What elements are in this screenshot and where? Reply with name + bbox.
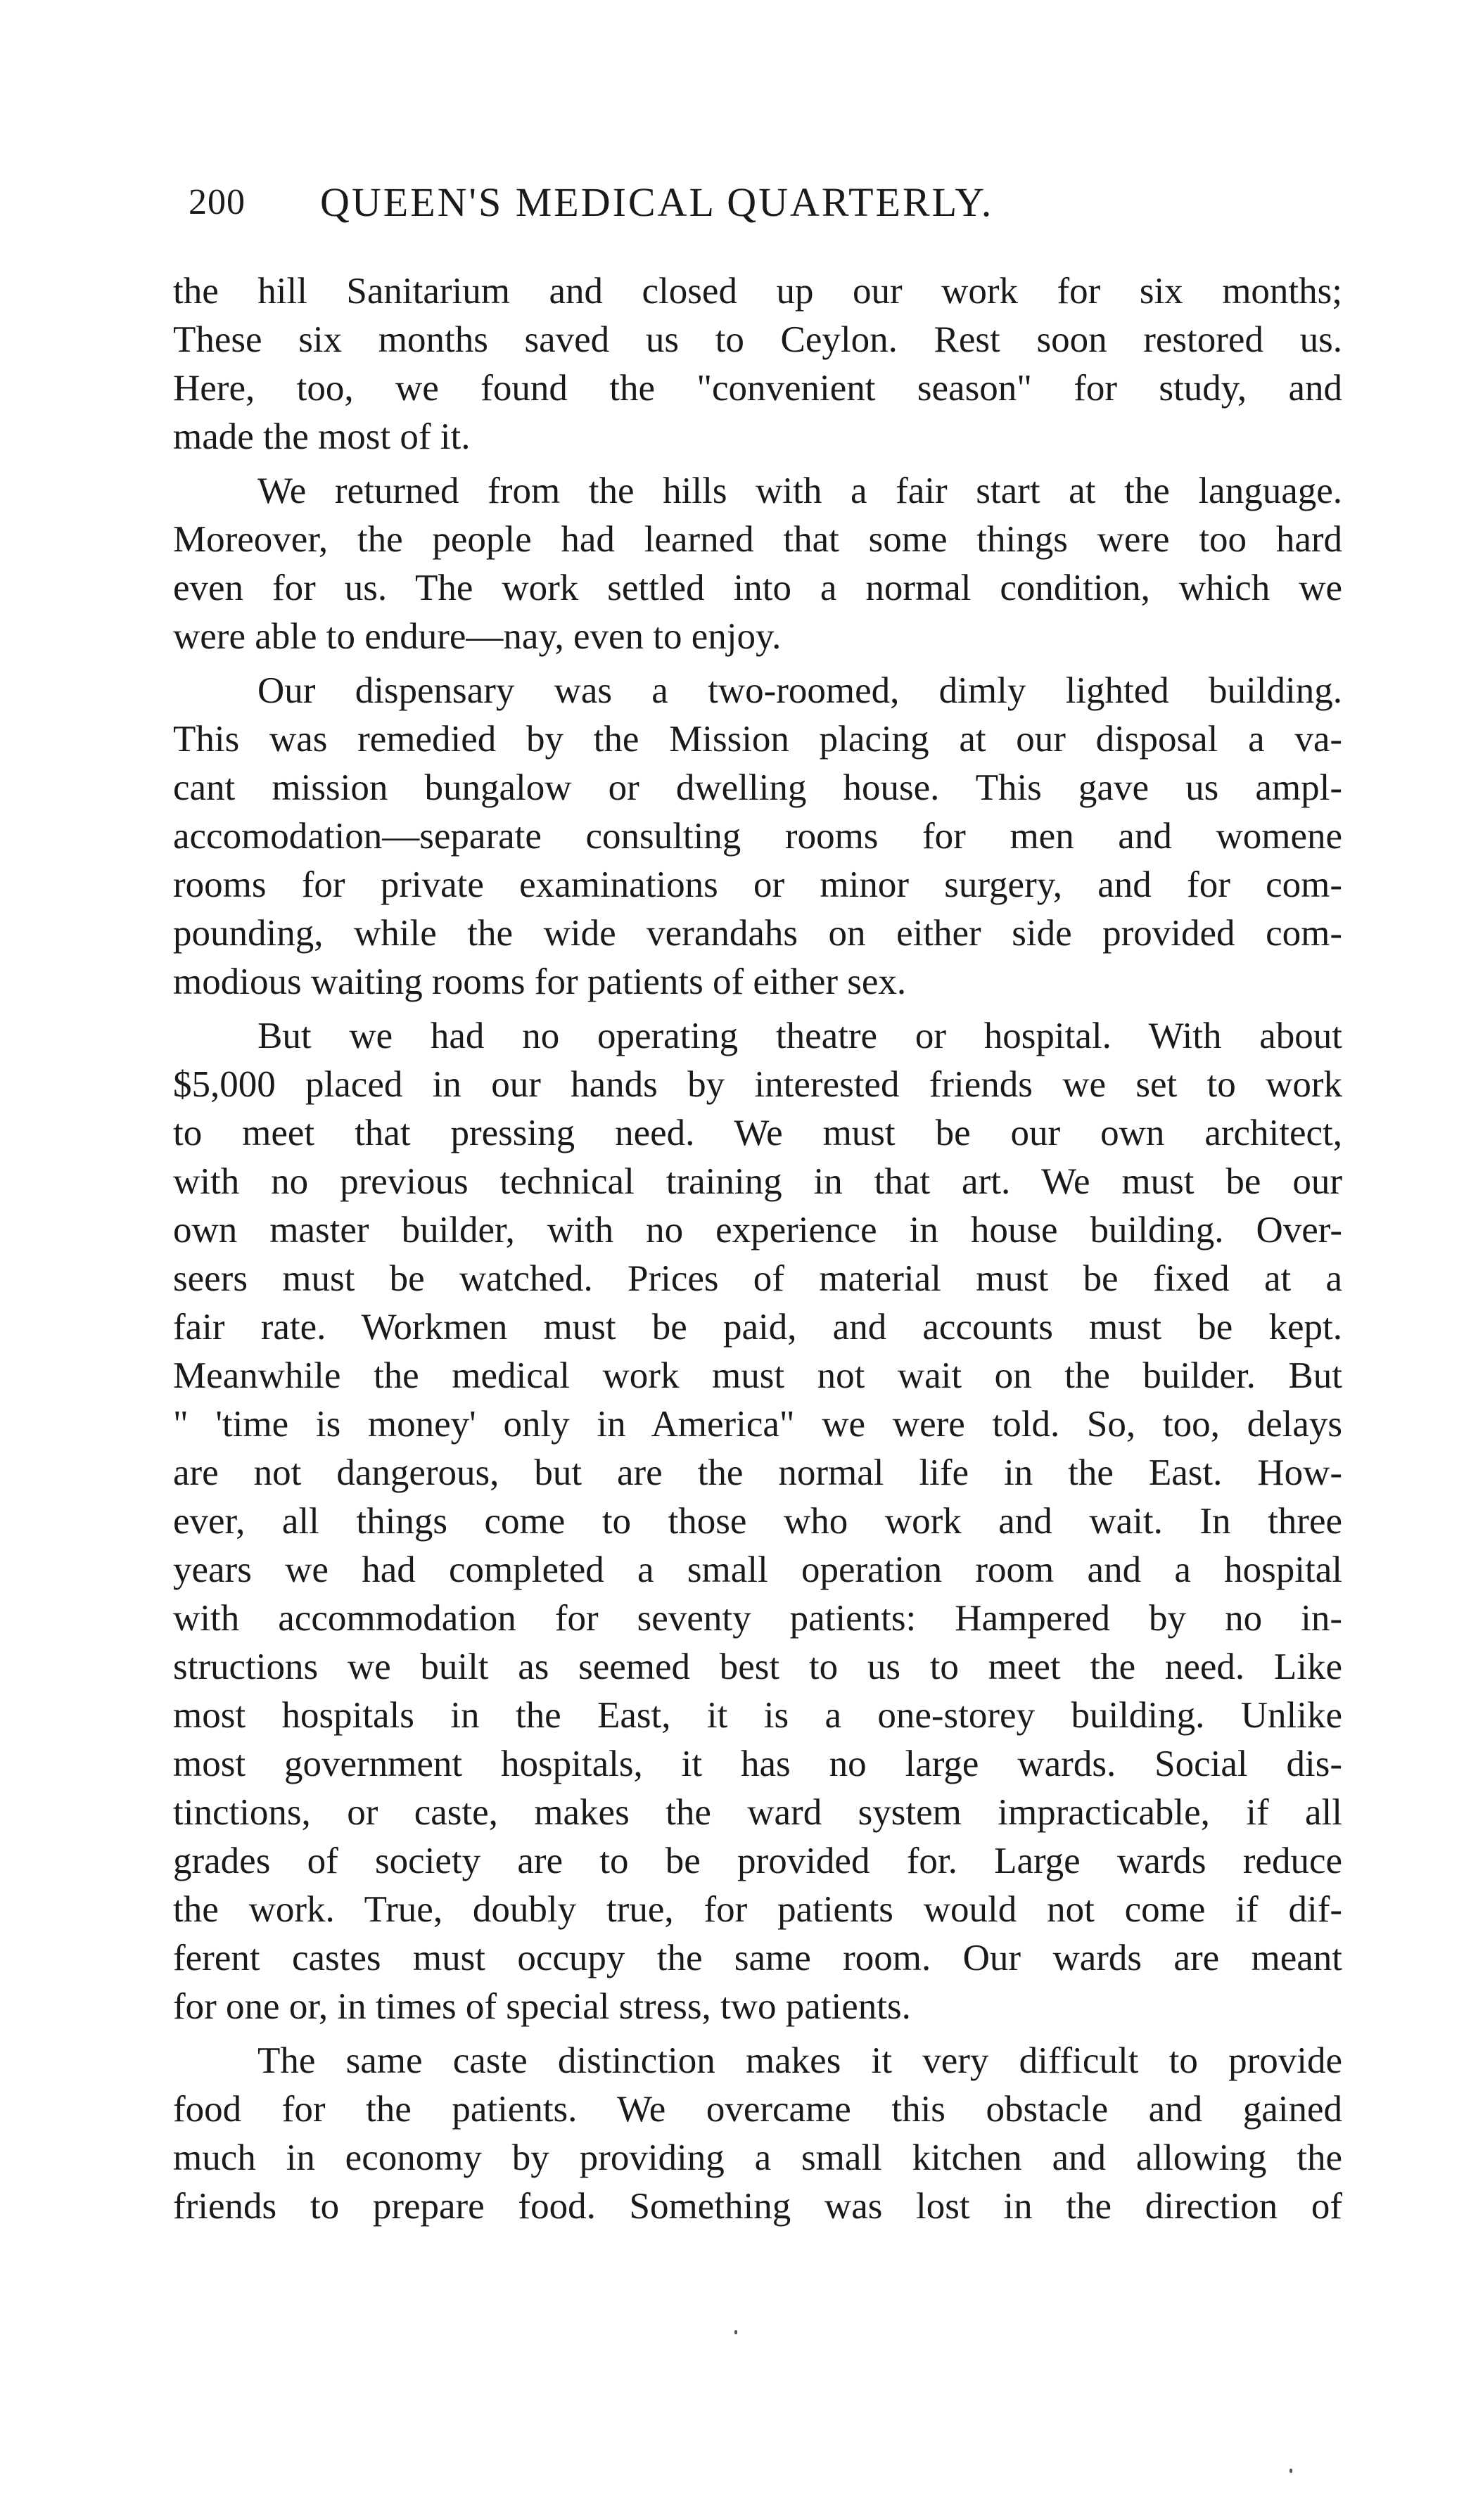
running-title: QUEEN'S MEDICAL QUARTERLY.	[320, 179, 994, 225]
text-line: Moreover, the people had learned that some things were too hard	[173, 519, 1342, 560]
text-line: Our dispensary was a two-roomed, dimly lighted building.	[257, 670, 1342, 711]
text-line: We returned from the hills with a fair start at the language.	[257, 471, 1342, 511]
text-line: to meet that pressing need. We must be our own architect,	[173, 1113, 1342, 1153]
text-line: with accommodation for seventy patients: Hampered by no in-	[173, 1598, 1342, 1639]
text-line: But we had no operating theatre or hospital. With about	[257, 1016, 1342, 1056]
text-line: are not dangerous, but are the normal life in the East. How-	[173, 1452, 1342, 1493]
text-line: ever, all things come to those who work and wait. In three	[173, 1501, 1342, 1542]
text-line: friends to prepare food. Something was lost in the direction of	[173, 2186, 1342, 2227]
text-line: even for us. The work settled into a normal condition, which we	[173, 568, 1342, 608]
text-line: accomodation—separate consulting rooms for men and womene	[173, 816, 1342, 857]
text-line: much in economy by providing a small kitchen and allowing the	[173, 2137, 1342, 2178]
paragraph	[173, 467, 1342, 661]
text-line: years we had completed a small operation room and a hospital	[173, 1549, 1342, 1590]
text-line: own master builder, with no experience in house building. Over-	[173, 1210, 1342, 1251]
paragraph	[173, 2037, 1342, 2231]
text-line: The same caste distinction makes it very difficult to provide	[257, 2040, 1342, 2081]
text-line: with no previous technical training in that art. We must be our	[173, 1161, 1342, 1202]
text-line: Here, too, we found the "convenient season" for study, and	[173, 368, 1342, 409]
print-speck	[1289, 2469, 1292, 2473]
text-line: $5,000 placed in our hands by interested friends we set to work	[173, 1064, 1342, 1105]
text-line: This was remedied by the Mission placing at our disposal a va-	[173, 719, 1342, 760]
text-line: " 'time is money' only in America" we were told. So, too, delays	[173, 1404, 1342, 1445]
text-line: the work. True, doubly true, for patients would not come if dif-	[173, 1889, 1342, 1930]
paragraph	[173, 1012, 1342, 2031]
text-line: tinctions, or caste, makes the ward system impracticable, if all	[173, 1792, 1342, 1833]
text-line: most government hospitals, it has no large wards. Social dis-	[173, 1744, 1342, 1784]
text-line: These six months saved us to Ceylon. Rest soon restored us.	[173, 319, 1342, 360]
text-line: pounding, while the wide verandahs on either side provided com-	[173, 913, 1342, 954]
text-line: cant mission bungalow or dwelling house. This gave us ampl-	[173, 767, 1342, 808]
print-speck	[734, 2330, 737, 2334]
text-line: made the most of it.	[173, 416, 471, 457]
text-line: most hospitals in the East, it is a one-storey building. Unlike	[173, 1695, 1342, 1736]
page-number: 200	[189, 182, 246, 222]
text-line: modious waiting rooms for patients of either sex.	[173, 961, 907, 1002]
text-line: for one or, in times of special stress, two patients.	[173, 1986, 911, 2027]
text-line: rooms for private examinations or minor surgery, and for com-	[173, 864, 1342, 905]
text-line: Meanwhile the medical work must not wait on the builder. But	[173, 1355, 1342, 1396]
paragraph	[173, 267, 1342, 461]
text-line: structions we built as seemed best to us to meet the need. Like	[173, 1646, 1342, 1687]
body-text	[173, 267, 1342, 2231]
text-line: grades of society are to be provided for. Large wards reduce	[173, 1841, 1342, 1881]
text-line: the hill Sanitarium and closed up our work for six months;	[173, 271, 1342, 312]
paragraph	[173, 667, 1342, 1006]
text-line: food for the patients. We overcame this obstacle and gained	[173, 2089, 1342, 2130]
page-header	[0, 174, 1471, 231]
text-line: were able to endure—nay, even to enjoy.	[173, 616, 782, 657]
text-line: seers must be watched. Prices of material must be fixed at a	[173, 1258, 1342, 1299]
text-line: fair rate. Workmen must be paid, and accounts must be kept.	[173, 1307, 1342, 1348]
text-line: ferent castes must occupy the same room. Our wards are meant	[173, 1938, 1342, 1978]
